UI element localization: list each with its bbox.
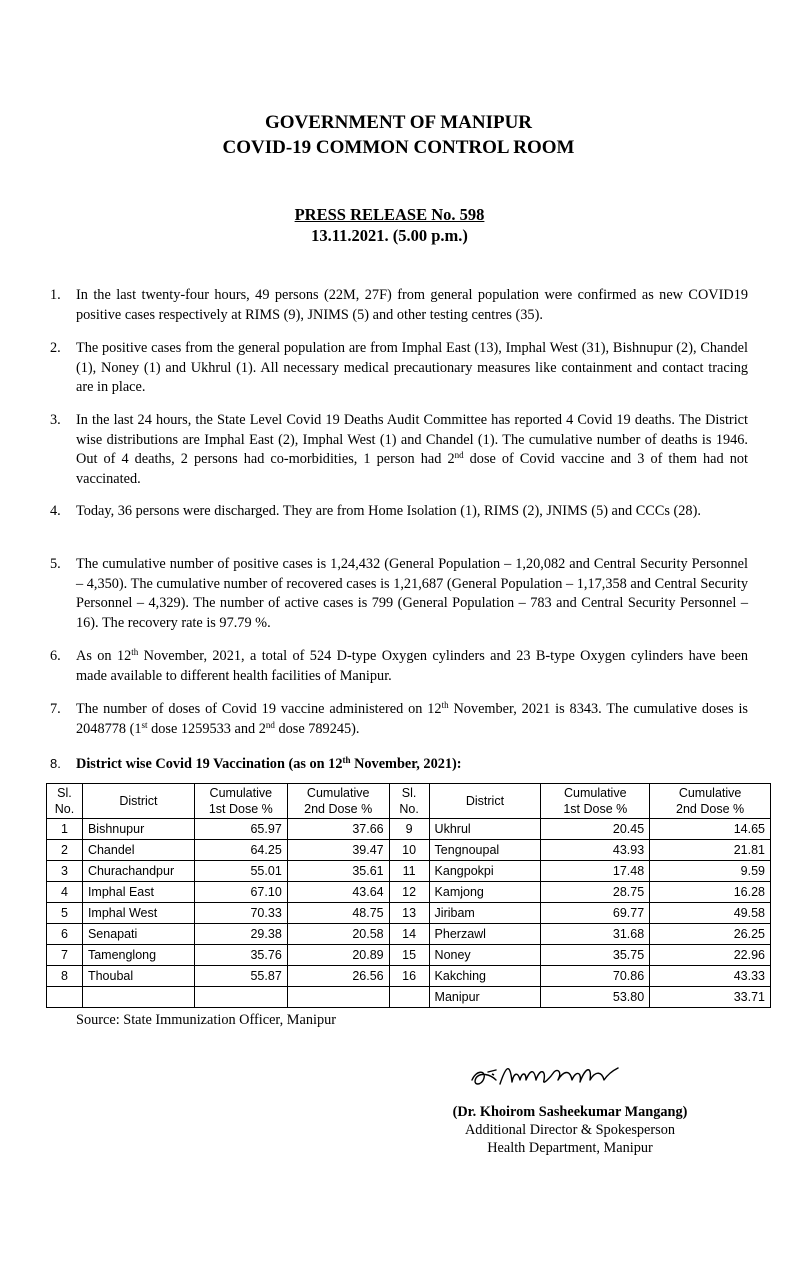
cell-district: Imphal West <box>82 903 194 924</box>
header-district: District <box>429 784 541 819</box>
cell-sl: 5 <box>47 903 83 924</box>
cell-1st-dose: 35.75 <box>541 945 650 966</box>
header-1st-dose: Cumulative 1st Dose % <box>194 784 287 819</box>
signatory-title: Additional Director & Spokesperson <box>464 1122 676 1138</box>
cell-sl: 9 <box>389 819 429 840</box>
cell-sl: 13 <box>389 903 429 924</box>
cell-district: Ukhrul <box>429 819 541 840</box>
table-row <box>47 966 771 987</box>
item-6: 6. As on 12th November, 2021, a total of 524 D-type Oxygen cylinders and 23 B-type Oxygen cylinders have been made available to different health facilities of Manipur. <box>50 647 748 684</box>
table-total-row <box>47 987 771 1008</box>
cell-1st-dose: 70.86 <box>541 966 650 987</box>
cell-2nd-dose: 22.96 <box>650 945 771 966</box>
cell-2nd-dose: 26.25 <box>650 924 771 945</box>
header-2nd-dose: Cumulative 2nd Dose % <box>650 784 771 819</box>
cell-2nd-dose: 20.89 <box>287 945 389 966</box>
cell-sl: 10 <box>389 840 429 861</box>
item-2: 2. The positive cases from the general population are from Imphal East (13), Imphal West (31), Bishnupur (2), Chandel (1), Noney (1) and Ukhrul (1). All necessary medical precautionary measures like containment and contact tracing are in place. <box>50 340 748 395</box>
table-row <box>47 861 771 882</box>
cell-district: Churachandpur <box>82 861 194 882</box>
cell-2nd-dose: 35.61 <box>287 861 389 882</box>
header-line-2: COVID-19 COMMON CONTROL ROOM <box>222 137 575 158</box>
cell-2nd-dose: 14.65 <box>650 819 771 840</box>
cell-1st-dose: 43.93 <box>541 840 650 861</box>
table-row <box>47 903 771 924</box>
press-release-datetime: 13.11.2021. (5.00 p.m.) <box>311 226 468 245</box>
signatory-department: Health Department, Manipur <box>487 1140 653 1156</box>
cell-district: Bishnupur <box>82 819 194 840</box>
cell-2nd-dose: 20.58 <box>287 924 389 945</box>
header-1st-dose: Cumulative 1st Dose % <box>541 784 650 819</box>
item-3: 3. In the last 24 hours, the State Level Covid 19 Deaths Audit Committee has reported 4 Covid 19 deaths. The District wise distributions are Imphal East (2), Imphal West (1) and Chandel (1). The cumulative number of deaths is 1946. Out of 4 deaths, 2 persons had co-morbidities, 1 person had 2nd dose of Covid vaccine and 3 of them had not vaccinated. <box>50 412 748 487</box>
header-line-1: GOVERNMENT OF MANIPUR <box>264 112 533 133</box>
empty-cell <box>287 987 389 1008</box>
cell-1st-dose: 20.45 <box>541 819 650 840</box>
cell-district: Chandel <box>82 840 194 861</box>
cell-total-district: Manipur <box>429 987 541 1008</box>
table-row <box>47 840 771 861</box>
cell-2nd-dose: 21.81 <box>650 840 771 861</box>
item-1: 1. In the last twenty-four hours, 49 persons (22M, 27F) from general population were confirmed as new COVID19 positive cases respectively at RIMS (9), JNIMS (5) and other testing centres (35). <box>50 287 748 323</box>
cell-sl: 6 <box>47 924 83 945</box>
cell-1st-dose: 28.75 <box>541 882 650 903</box>
header-sl-no: Sl. No. <box>47 784 83 819</box>
cell-district: Noney <box>429 945 541 966</box>
item-5: 5. The cumulative number of positive cases is 1,24,432 (General Population – 1,20,082 and Central Security Personnel – 4,350). The cumulative number of recovered cases is 1,21,687 (General Population – 1,17,358 and Central Security Personnel – 4,329). The number of active cases is 799 (General Population – 783 and Central Security Personnel – 16). The recovery rate is 97.79 %. <box>50 556 748 631</box>
cell-district: Senapati <box>82 924 194 945</box>
section-8-heading: 8. District wise Covid 19 Vaccination (as on 12th November, 2021): <box>50 755 462 772</box>
cell-total-2nd-dose: 33.71 <box>650 987 771 1008</box>
cell-sl: 4 <box>47 882 83 903</box>
cell-2nd-dose: 37.66 <box>287 819 389 840</box>
cell-district: Imphal East <box>82 882 194 903</box>
header-sl-no: Sl. No. <box>389 784 429 819</box>
cell-total-1st-dose: 53.80 <box>541 987 650 1008</box>
cell-district: Jiribam <box>429 903 541 924</box>
cell-sl: 16 <box>389 966 429 987</box>
table-row <box>47 819 771 840</box>
vaccination-table <box>46 783 771 1008</box>
table-source: Source: State Immunization Officer, Manipur <box>76 1012 337 1028</box>
empty-cell <box>82 987 194 1008</box>
table-row <box>47 945 771 966</box>
header-2nd-dose: Cumulative 2nd Dose % <box>287 784 389 819</box>
press-release-title: PRESS RELEASE No. 598 <box>294 205 485 224</box>
cell-sl: 7 <box>47 945 83 966</box>
cell-1st-dose: 70.33 <box>194 903 287 924</box>
cell-1st-dose: 64.25 <box>194 840 287 861</box>
cell-1st-dose: 67.10 <box>194 882 287 903</box>
cell-2nd-dose: 49.58 <box>650 903 771 924</box>
item-7: 7. The number of doses of Covid 19 vaccine administered on 12th November, 2021 is 8343. The cumulative doses is 2048778 (1st dose 1259533 and 2nd dose 789245). <box>50 700 748 737</box>
empty-cell <box>47 987 83 1008</box>
table-header-row <box>47 784 771 819</box>
cell-district: Tamenglong <box>82 945 194 966</box>
cell-2nd-dose: 43.33 <box>650 966 771 987</box>
cell-district: Pherzawl <box>429 924 541 945</box>
cell-2nd-dose: 26.56 <box>287 966 389 987</box>
cell-district: Thoubal <box>82 966 194 987</box>
empty-cell <box>194 987 287 1008</box>
cell-2nd-dose: 48.75 <box>287 903 389 924</box>
signature-image <box>466 1058 636 1094</box>
cell-1st-dose: 65.97 <box>194 819 287 840</box>
cell-1st-dose: 31.68 <box>541 924 650 945</box>
cell-district: Kamjong <box>429 882 541 903</box>
cell-district: Kakching <box>429 966 541 987</box>
cell-1st-dose: 69.77 <box>541 903 650 924</box>
cell-2nd-dose: 9.59 <box>650 861 771 882</box>
cell-1st-dose: 55.01 <box>194 861 287 882</box>
cell-sl: 12 <box>389 882 429 903</box>
cell-1st-dose: 17.48 <box>541 861 650 882</box>
empty-cell <box>389 987 429 1008</box>
cell-2nd-dose: 16.28 <box>650 882 771 903</box>
cell-district: Kangpokpi <box>429 861 541 882</box>
cell-sl: 1 <box>47 819 83 840</box>
table-row <box>47 882 771 903</box>
cell-sl: 15 <box>389 945 429 966</box>
table-row <box>47 924 771 945</box>
signatory-name: (Dr. Khoirom Sasheekumar Mangang) <box>452 1104 688 1120</box>
cell-sl: 14 <box>389 924 429 945</box>
header-district: District <box>82 784 194 819</box>
cell-district: Tengnoupal <box>429 840 541 861</box>
cell-1st-dose: 35.76 <box>194 945 287 966</box>
cell-sl: 3 <box>47 861 83 882</box>
cell-sl: 11 <box>389 861 429 882</box>
cell-sl: 8 <box>47 966 83 987</box>
cell-1st-dose: 29.38 <box>194 924 287 945</box>
cell-2nd-dose: 43.64 <box>287 882 389 903</box>
cell-sl: 2 <box>47 840 83 861</box>
item-4: 4. Today, 36 persons were discharged. They are from Home Isolation (1), RIMS (2), JNIMS (5) and CCCs (28). <box>50 503 701 519</box>
cell-1st-dose: 55.87 <box>194 966 287 987</box>
cell-2nd-dose: 39.47 <box>287 840 389 861</box>
